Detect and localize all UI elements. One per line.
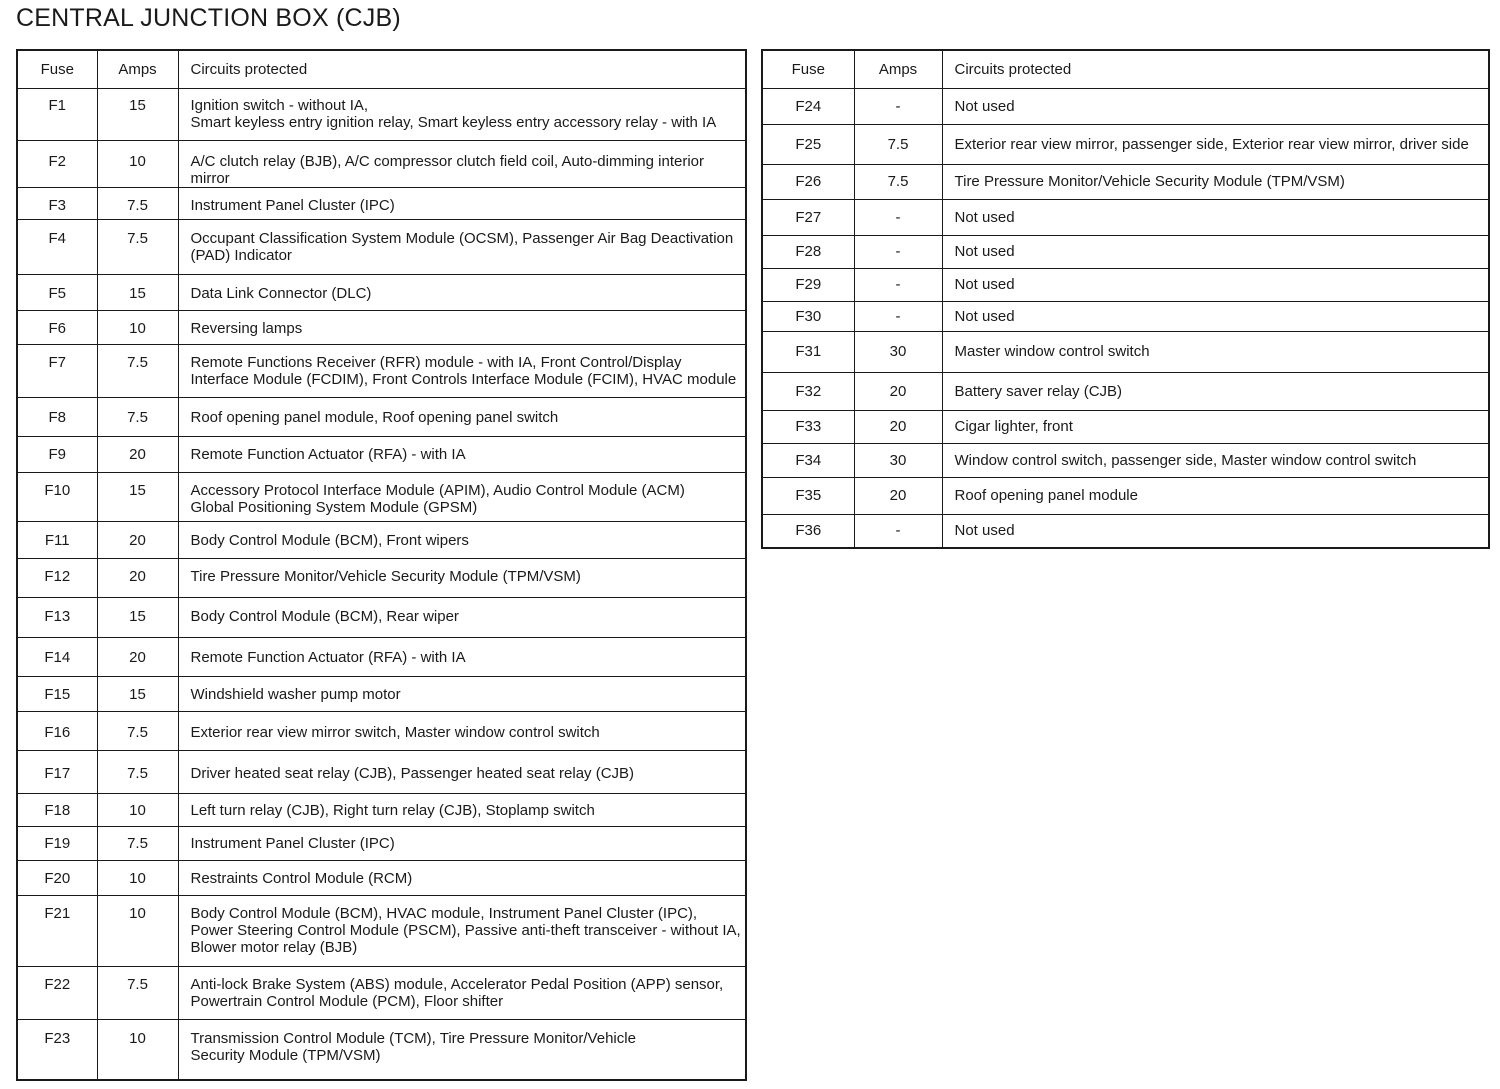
circuits-protected: Anti-lock Brake System (ABS) module, Accelerator Pedal Position (APP) sensor, Powertrain Control Module (PCM), Floor shifter: [178, 966, 746, 1019]
table-row: [17, 140, 746, 187]
fuse-number: F34: [762, 443, 854, 477]
table-row: [17, 472, 746, 521]
circuits-protected: Occupant Classification System Module (OCSM), Passenger Air Bag Deactivation (PAD) Indicator: [178, 219, 746, 274]
fuse-number: F20: [17, 860, 97, 895]
table-row: [17, 860, 746, 895]
table-row: [762, 443, 1489, 477]
circuits-protected: Windshield washer pump motor: [178, 676, 746, 711]
column-header-fuse: Fuse: [17, 50, 97, 88]
circuits-protected: Battery saver relay (CJB): [942, 372, 1489, 410]
fuse-number: F10: [17, 472, 97, 521]
fuse-amps: 7.5: [97, 966, 178, 1019]
fuse-number: F7: [17, 344, 97, 397]
circuits-protected: Exterior rear view mirror switch, Master window control switch: [178, 711, 746, 750]
table-row: [762, 514, 1489, 548]
fuse-number: F13: [17, 597, 97, 637]
fuse-number: F6: [17, 310, 97, 344]
fuse-amps: -: [854, 235, 942, 268]
circuits-protected: Body Control Module (BCM), HVAC module, Instrument Panel Cluster (IPC), Power Steering Control Module (PSCM), Passive anti-theft transceiver - without IA, Blower motor relay (BJB): [178, 895, 746, 966]
fuse-amps: -: [854, 268, 942, 301]
fuse-amps: 20: [97, 558, 178, 597]
circuits-protected: Reversing lamps: [178, 310, 746, 344]
table-row: [762, 164, 1489, 199]
fuse-number: F22: [17, 966, 97, 1019]
page-title: CENTRAL JUNCTION BOX (CJB): [16, 4, 401, 32]
fuse-amps: 10: [97, 895, 178, 966]
table-row: [17, 219, 746, 274]
fuse-amps: 10: [97, 860, 178, 895]
fuse-number: F25: [762, 124, 854, 164]
table-row: [17, 558, 746, 597]
fuse-number: F36: [762, 514, 854, 548]
fuse-number: F8: [17, 397, 97, 436]
fuse-number: F30: [762, 301, 854, 331]
table-row: [17, 750, 746, 793]
circuits-protected: Restraints Control Module (RCM): [178, 860, 746, 895]
fuse-amps: 15: [97, 274, 178, 310]
fuse-amps: -: [854, 199, 942, 235]
circuits-protected: Instrument Panel Cluster (IPC): [178, 187, 746, 219]
table-row: [17, 436, 746, 472]
circuits-protected: A/C clutch relay (BJB), A/C compressor clutch field coil, Auto-dimming interior mirror: [178, 140, 746, 187]
circuits-protected: Remote Functions Receiver (RFR) module - with IA, Front Control/Display Interface Module (FCDIM), Front Controls Interface Module (FCIM), HVAC module: [178, 344, 746, 397]
fuse-amps: 7.5: [97, 344, 178, 397]
fuse-number: F5: [17, 274, 97, 310]
column-header-circuits: Circuits protected: [942, 50, 1489, 88]
fuse-amps: 7.5: [97, 750, 178, 793]
table-row: [17, 88, 746, 140]
table-row: [17, 397, 746, 436]
fuse-number: F26: [762, 164, 854, 199]
table-row: [762, 199, 1489, 235]
circuits-protected: Not used: [942, 88, 1489, 124]
table-row: [17, 793, 746, 826]
fuse-number: F3: [17, 187, 97, 219]
circuits-protected: Body Control Module (BCM), Front wipers: [178, 521, 746, 558]
fuse-amps: 30: [854, 443, 942, 477]
circuits-protected: Accessory Protocol Interface Module (APIM), Audio Control Module (ACM) Global Positioning System Module (GPSM): [178, 472, 746, 521]
circuits-protected: Exterior rear view mirror, passenger side, Exterior rear view mirror, driver side: [942, 124, 1489, 164]
fuse-amps: 10: [97, 140, 178, 187]
fuse-table-right: [761, 49, 1490, 549]
fuse-amps: 10: [97, 1019, 178, 1080]
fuse-amps: 20: [97, 436, 178, 472]
fuse-amps: 20: [854, 410, 942, 443]
column-header-amps: Amps: [97, 50, 178, 88]
table-row: [17, 966, 746, 1019]
fuse-amps: -: [854, 88, 942, 124]
fuse-number: F27: [762, 199, 854, 235]
circuits-protected: Left turn relay (CJB), Right turn relay (CJB), Stoplamp switch: [178, 793, 746, 826]
circuits-protected: Roof opening panel module: [942, 477, 1489, 514]
fuse-number: F4: [17, 219, 97, 274]
circuits-protected: Window control switch, passenger side, Master window control switch: [942, 443, 1489, 477]
fuse-amps: 20: [854, 372, 942, 410]
table-row: [762, 124, 1489, 164]
table-row: [762, 268, 1489, 301]
fuse-amps: 7.5: [97, 826, 178, 860]
table-row: [17, 597, 746, 637]
table-row: [762, 235, 1489, 268]
table-row: [17, 711, 746, 750]
fuse-number: F32: [762, 372, 854, 410]
table-header-row: [762, 50, 1489, 88]
circuits-protected: Ignition switch - without IA, Smart keyless entry ignition relay, Smart keyless entry accessory relay - with IA: [178, 88, 746, 140]
circuits-protected: Master window control switch: [942, 331, 1489, 372]
fuse-amps: 20: [97, 637, 178, 676]
fuse-number: F35: [762, 477, 854, 514]
table-row: [17, 344, 746, 397]
circuits-protected: Instrument Panel Cluster (IPC): [178, 826, 746, 860]
circuits-protected: Remote Function Actuator (RFA) - with IA: [178, 637, 746, 676]
fuse-amps: 7.5: [854, 164, 942, 199]
table-row: [17, 521, 746, 558]
table-row: [17, 637, 746, 676]
column-header-circuits: Circuits protected: [178, 50, 746, 88]
fuse-number: F21: [17, 895, 97, 966]
circuits-protected: Roof opening panel module, Roof opening panel switch: [178, 397, 746, 436]
fuse-number: F18: [17, 793, 97, 826]
fuse-number: F11: [17, 521, 97, 558]
fuse-amps: 15: [97, 676, 178, 711]
table-row: [17, 1019, 746, 1080]
table-row: [762, 477, 1489, 514]
fuse-amps: -: [854, 301, 942, 331]
column-header-amps: Amps: [854, 50, 942, 88]
fuse-number: F17: [17, 750, 97, 793]
circuits-protected: Not used: [942, 235, 1489, 268]
circuits-protected: Driver heated seat relay (CJB), Passenger heated seat relay (CJB): [178, 750, 746, 793]
circuits-protected: Data Link Connector (DLC): [178, 274, 746, 310]
circuits-protected: Not used: [942, 268, 1489, 301]
fuse-amps: 7.5: [97, 397, 178, 436]
table-row: [762, 372, 1489, 410]
table-row: [762, 88, 1489, 124]
table-row: [17, 310, 746, 344]
fuse-amps: 20: [97, 521, 178, 558]
fuse-amps: 10: [97, 793, 178, 826]
fuse-amps: 15: [97, 597, 178, 637]
table-row: [17, 274, 746, 310]
circuits-protected: Tire Pressure Monitor/Vehicle Security Module (TPM/VSM): [178, 558, 746, 597]
fuse-number: F29: [762, 268, 854, 301]
circuits-protected: Not used: [942, 514, 1489, 548]
fuse-amps: 30: [854, 331, 942, 372]
table-row: [17, 895, 746, 966]
column-header-fuse: Fuse: [762, 50, 854, 88]
table-row: [762, 301, 1489, 331]
fuse-number: F24: [762, 88, 854, 124]
circuits-protected: Not used: [942, 301, 1489, 331]
fuse-amps: 7.5: [97, 219, 178, 274]
fuse-amps: 7.5: [854, 124, 942, 164]
fuse-number: F12: [17, 558, 97, 597]
fuse-number: F14: [17, 637, 97, 676]
fuse-number: F33: [762, 410, 854, 443]
table-row: [762, 331, 1489, 372]
fuse-amps: -: [854, 514, 942, 548]
table-row: [17, 826, 746, 860]
fuse-number: F9: [17, 436, 97, 472]
table-row: [17, 187, 746, 219]
fuse-number: F31: [762, 331, 854, 372]
fuse-number: F19: [17, 826, 97, 860]
table-header-row: [17, 50, 746, 88]
fuse-table-left: [16, 49, 747, 1081]
fuse-number: F16: [17, 711, 97, 750]
fuse-amps: 7.5: [97, 711, 178, 750]
fuse-amps: 10: [97, 310, 178, 344]
circuits-protected: Cigar lighter, front: [942, 410, 1489, 443]
fuse-amps: 15: [97, 472, 178, 521]
fuse-number: F28: [762, 235, 854, 268]
fuse-number: F23: [17, 1019, 97, 1080]
circuits-protected: Tire Pressure Monitor/Vehicle Security Module (TPM/VSM): [942, 164, 1489, 199]
fuse-number: F2: [17, 140, 97, 187]
fuse-number: F1: [17, 88, 97, 140]
circuits-protected: Transmission Control Module (TCM), Tire Pressure Monitor/Vehicle Security Module (TPM/VSM): [178, 1019, 746, 1080]
circuits-protected: Body Control Module (BCM), Rear wiper: [178, 597, 746, 637]
circuits-protected: Not used: [942, 199, 1489, 235]
table-row: [762, 410, 1489, 443]
circuits-protected: Remote Function Actuator (RFA) - with IA: [178, 436, 746, 472]
fuse-amps: 15: [97, 88, 178, 140]
fuse-amps: 20: [854, 477, 942, 514]
table-row: [17, 676, 746, 711]
fuse-number: F15: [17, 676, 97, 711]
fuse-amps: 7.5: [97, 187, 178, 219]
